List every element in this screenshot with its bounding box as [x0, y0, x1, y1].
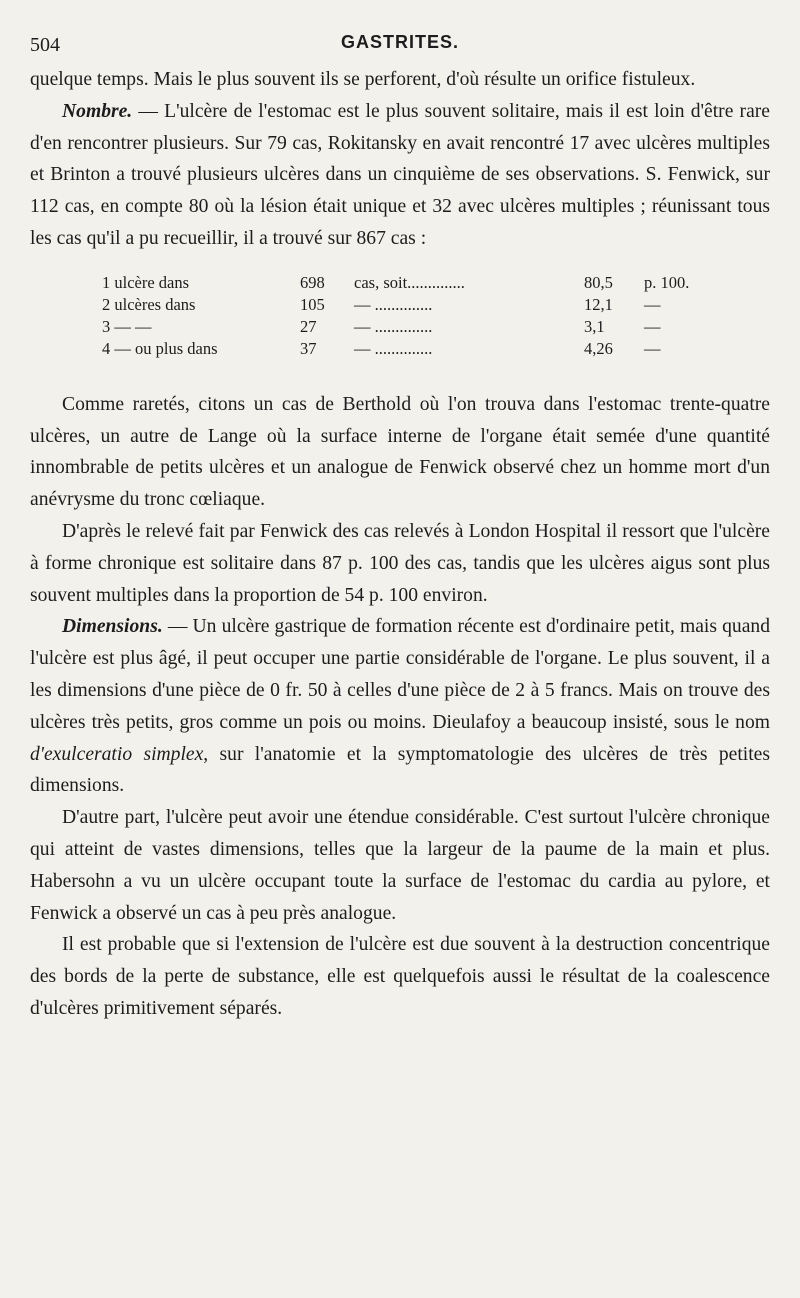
table-cell-mid: — .............. — [354, 338, 433, 358]
page-header — [30, 26, 770, 62]
paragraph-etendue: D'autre part, l'ulcère peut avoir une étendue considérable. C'est surtout l'ulcère chronique qui atteint de vastes dimensions, telles que la largeur de la paume de la main et plus. Habersohn a vu un ulcère occupant toute la surface de l'estomac du cardia au pylore, et Fenwick a observé un cas à peu près analogue. — [30, 807, 770, 924]
paragraph-text: — Un ulcère gastrique de formation récente est d'ordinaire petit, mais quand l'ulcère est plus âgé, il peut occuper une partie considérable de l'organe. Le plus souvent, il a les dimensions d'une pièce de 0 fr. 50 à celles d'une pièce de 2 à 5 francs. Mais on trouve des ulcères très petits, gros comme un pois ou moins. Dieulafoy a beaucoup insisté, sous le nom — [30, 616, 770, 733]
table-cell-unit: p. 100. — [644, 272, 690, 292]
table-cell-label: 2 ulcères dans — [102, 294, 196, 314]
italic-term: d'exulceratio simplex — [30, 743, 204, 765]
ulcer-count-table — [102, 273, 704, 361]
table-cell-count: 698 — [300, 272, 325, 292]
paragraph-text: — L'ulcère de l'estomac est le plus souvent solitaire, mais il est loin d'être rare d'en rencontrer plusieurs. Sur 79 cas, Rokitansky en avait rencontré 17 avec ulcères multiples et Brinton a trouvé plusieurs ulcères dans un cinquième de ses observations. S. Fenwick, sur 112 cas, en compte 80 où la lésion était unique et 32 avec ulcères multiples ; réunissant tous les cas qu'il a pu recueillir, il a trouvé sur 867 cas : — [30, 100, 770, 249]
table-cell-mid: — .............. — [354, 294, 433, 314]
paragraph-nombre — [30, 96, 770, 255]
table-cell-unit: — — [644, 338, 661, 358]
paragraph-raretes: Comme raretés, citons un cas de Berthold où l'on trouva dans l'estomac trente-quatre ulcères, un autre de Lange où la surface interne de l'organe était semée d'une quantité innombrable de petits ulcères et un analogue de Fenwick observé chez un homme mort d'un anévrysme du tronc cœliaque. — [30, 393, 770, 511]
table-cell-pct: 80,5 — [584, 272, 613, 292]
table-cell-pct: 12,1 — [584, 294, 613, 314]
table-cell-count: 37 — [300, 338, 317, 358]
table-row — [102, 273, 704, 295]
table-cell-pct: 4,26 — [584, 338, 613, 358]
running-title: GASTRITES. — [340, 32, 459, 52]
table-cell-unit: — — [644, 316, 661, 336]
paragraph-london-hospital: D'après le relevé fait par Fenwick des cas relevés à London Hospital il ressort que l'ulcère à forme chronique est solitaire dans 87 p. 100 des cas, tandis que les ulcères aigus sont plus souvent multiples dans la proportion de 54 p. 100 environ. — [30, 520, 770, 606]
table-row — [102, 339, 704, 361]
section-heading-nombre: Nombre. — [62, 100, 133, 122]
table-cell-count: 27 — [300, 316, 317, 336]
table-cell-label: 1 ulcère dans — [102, 272, 190, 292]
table-cell-pct: 3,1 — [584, 316, 605, 336]
book-page — [30, 26, 770, 1276]
table-row — [102, 317, 704, 339]
table-cell-unit: — — [644, 294, 661, 314]
paragraph-coalescence: Il est probable que si l'extension de l'ulcère est due souvent à la destruction concentrique des bords de la perte de substance, elle est quelquefois aussi le résultat de la coalescence d'ulcères primitivement séparés. — [30, 934, 770, 1019]
section-heading-dimensions: Dimensions. — [62, 616, 163, 638]
table-cell-mid: cas, soit.............. — [354, 272, 465, 292]
paragraph-dimensions — [30, 611, 770, 802]
table-cell-label: 4 — ou plus dans — [102, 338, 218, 358]
paragraph-text: , sur l'anatomie et la symptomatologie des ulcères de très petites dimensions. — [30, 743, 770, 797]
table-cell-mid: — .............. — [354, 316, 433, 336]
table-cell-label: 3 — — — [102, 316, 152, 336]
table-cell-count: 105 — [300, 294, 325, 314]
page-number: 504 — [30, 34, 60, 56]
table-row — [102, 295, 704, 317]
page-body — [30, 64, 770, 1025]
paragraph-continuation: quelque temps. Mais le plus souvent ils se perforent, d'où résulte un orifice fistuleux. — [30, 69, 696, 90]
